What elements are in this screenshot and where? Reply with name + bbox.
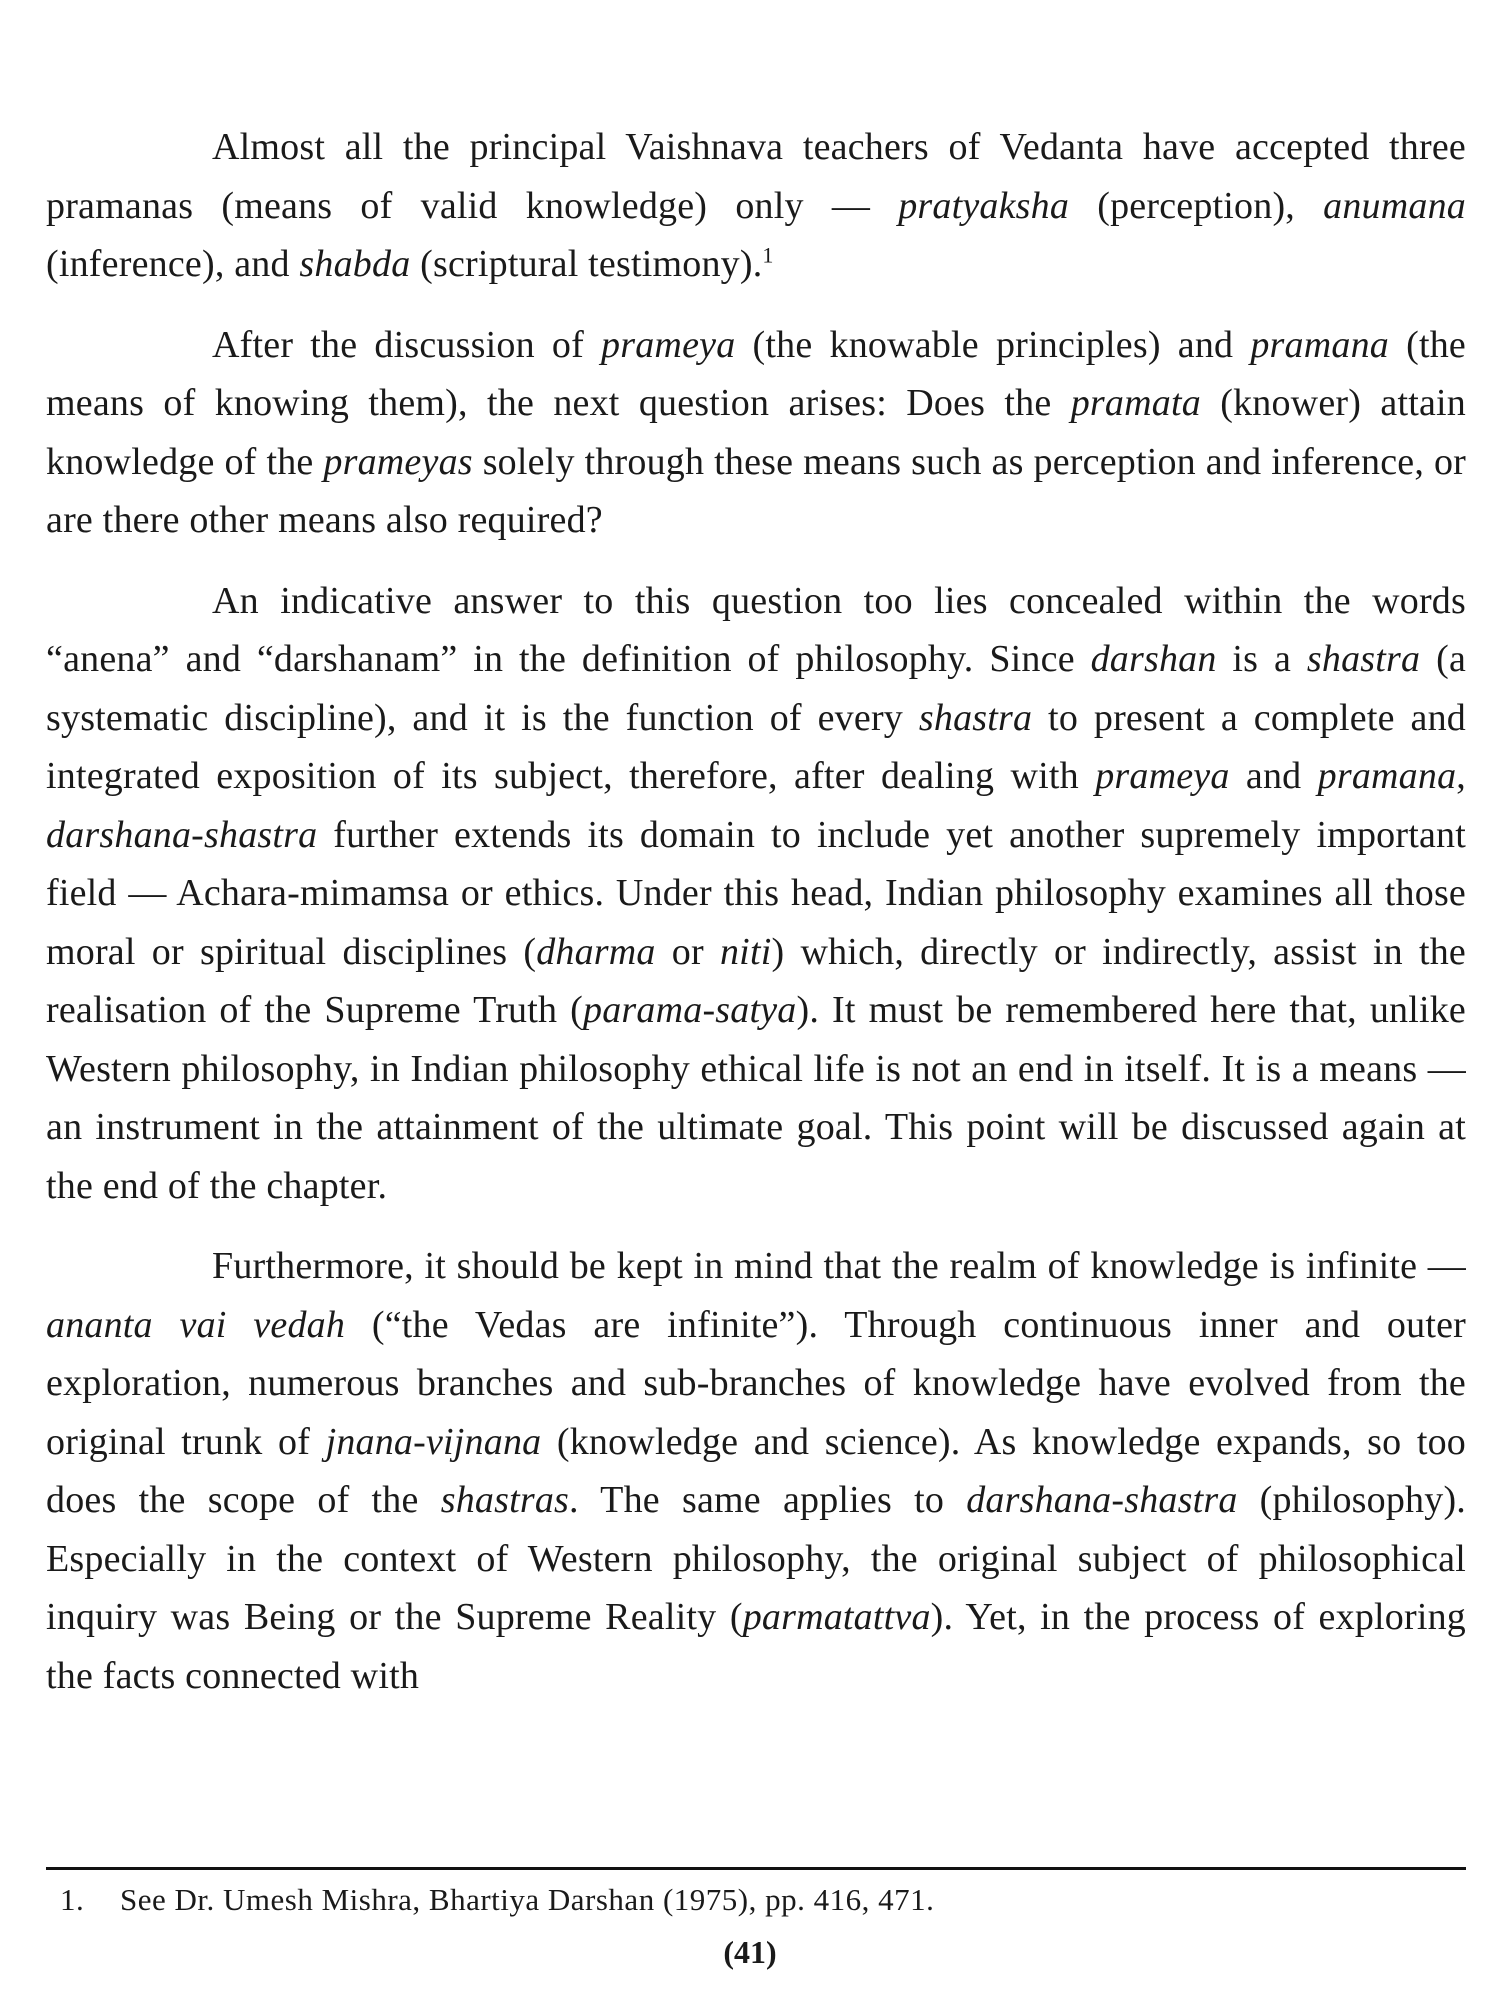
text-run: ). Yet, in the process of exploring the facts connected with [46,1596,1466,1697]
italic-term: darshana-shastra [46,813,318,856]
italic-term: pramana [1317,755,1457,797]
italic-term: niti [719,930,772,973]
text-run: (knowledge and science). As knowledge expands, so too does the scope of the [46,1420,1466,1521]
italic-term: jnana-vijnana [325,1420,542,1463]
italic-term: parama-satya [583,989,797,1031]
text-run: further extends its domain to include yet another supremely important field — Achara-mimamsa or ethics. Under this head, Indian philosophy examines all those moral or spiritual disciplines ( [46,813,1466,973]
italic-term: darshan [1090,638,1217,680]
text-run: After the discussion of [212,323,602,366]
italic-term: prameya [601,323,736,366]
text-run: Furthermore, it should be kept in mind that the realm of knowledge is infinite — [212,1245,1466,1287]
text-run: An indicative answer to this question too lies concealed within the words “anena” and “darshanam” in the definition of philosophy. Since [46,579,1466,680]
paragraph-4 [46,1237,1466,1705]
italic-term: dharma [536,930,656,973]
text-run: ) which, directly or indirectly, assist in the realisation of the Supreme Truth ( [46,930,1466,1031]
text-run: ). It must be remembered here that, unlike Western philosophy, in Indian philosophy ethical life is not an end in itself. It is a means — an instrument in the attainment of the ultimate goal. This point will be discussed again at the end of the chapter. [46,989,1466,1207]
italic-term: shabda [299,243,411,285]
text-run: (the knowable principles) and [735,323,1251,366]
text-run: (philosophy). Especially in the context of Western philosophy, the original subject of philosophical inquiry was Being or the Supreme Reality ( [46,1479,1466,1638]
italic-term: pramata [1070,382,1201,424]
footnote-ref: 1 [762,242,774,268]
footnote-number: 1. [60,1882,85,1917]
italic-term: pratyaksha [898,184,1070,227]
italic-term: shastra [1306,638,1421,680]
text-run: (inference), and [46,243,300,285]
text-run: and [1229,755,1318,797]
italic-term: pramana [1250,323,1389,366]
text-run: (a systematic discipline), and it is the function of every [46,638,1467,739]
italic-term: parmatattva [742,1596,931,1638]
paragraph-1 [46,118,1466,294]
paragraph-3 [46,572,1466,1216]
text-run: (knower) attain knowledge of the [46,382,1466,483]
italic-term: shastras [440,1479,570,1521]
text-run: (scriptural testimony). [410,243,763,285]
italic-term: darshana-shastra [966,1479,1238,1521]
footnote [60,1880,934,1920]
page-body [46,118,1466,1727]
italic-term: ananta vai vedah [46,1303,346,1346]
text-run: to present a complete and integrated exposition of its subject, therefore, after dealing with [46,696,1466,797]
italic-term: anumana [1323,184,1466,227]
page-number: (41) [723,1934,777,1970]
text-run: (the means of knowing them), the next question arises: Does the [46,323,1466,424]
italic-term: prameyas [323,440,473,483]
paragraph-2 [46,316,1466,550]
text-run: , [1456,755,1466,797]
text-run: solely through these means such as perception and inference, or are there other means also required? [46,440,1467,541]
italic-term: shastra [918,696,1033,739]
text-run: Almost all the principal Vaishnava teachers of Vedanta have accepted three pramanas (means of valid knowledge) only — [46,126,1466,227]
footnote-divider [46,1867,1466,1870]
italic-term: prameya [1095,755,1230,797]
text-run: . The same applies to [569,1479,967,1521]
text-run: or [655,930,720,973]
text-run: is a [1216,638,1307,680]
text-run: (“the Vedas are infinite”). Through continuous inner and outer exploration, numerous branches and sub-branches of knowledge have evolved from the original trunk of [46,1303,1466,1463]
text-run: (perception), [1069,184,1324,227]
footnote-text: See Dr. Umesh Mishra, Bhartiya Darshan (1975), pp. 416, 471. [120,1882,935,1917]
